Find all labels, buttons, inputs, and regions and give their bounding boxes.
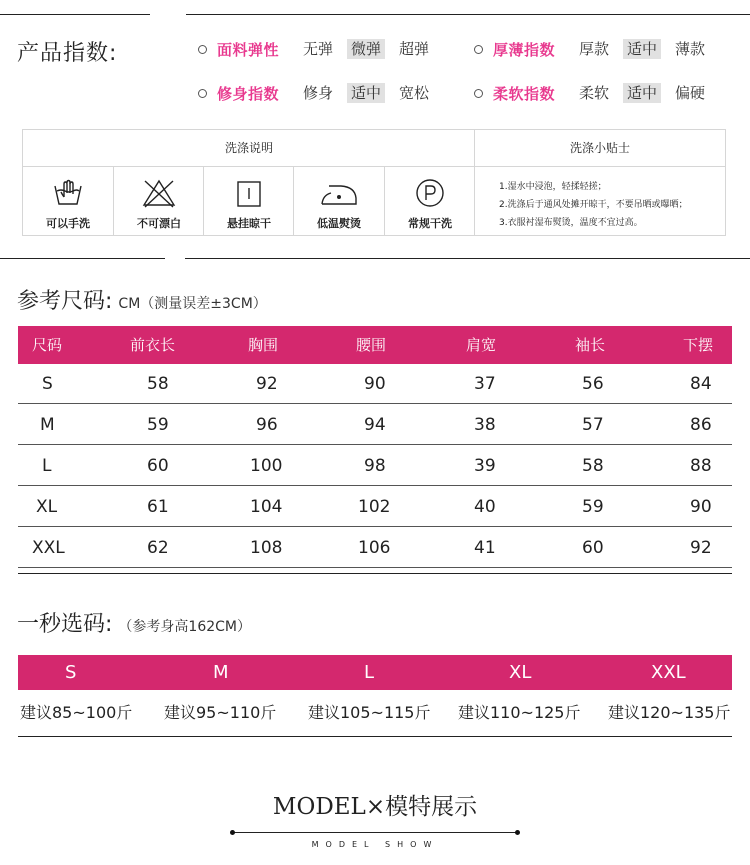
quick-pick-advice: 建议110~125斤 [458, 703, 581, 722]
dry-clean-icon [414, 177, 446, 209]
low-iron-icon [319, 177, 359, 209]
model-show-subtitle: MODEL SHOW [311, 840, 439, 849]
quick-pick-advice: 建议120~135斤 [608, 703, 731, 722]
size-cell: 62 [147, 538, 169, 558]
index-option: 修身 [303, 84, 334, 102]
index-option-selected: 适中 [623, 39, 661, 59]
size-cell: 96 [256, 415, 278, 435]
size-cell: 61 [147, 497, 169, 517]
index-option: 超弹 [399, 40, 430, 58]
size-header-cell: 尺码 [32, 336, 63, 354]
mid-rule-right [185, 258, 750, 259]
quick-pick-size: M [213, 662, 229, 683]
size-cell: 59 [582, 497, 604, 517]
size-chart-subtitle: CM（测量误差±3CM） [118, 296, 267, 312]
quick-pick-advice: 建议95~110斤 [164, 703, 277, 722]
wash-icon-label: 低温熨烫 [317, 217, 361, 230]
size-chart-heading: 参考尺码: [17, 289, 113, 314]
no-bleach-icon [141, 177, 177, 209]
quick-pick-size: S [65, 662, 77, 683]
size-cell: 94 [364, 415, 386, 435]
size-cell: 41 [474, 538, 496, 558]
index-option: 薄款 [675, 40, 706, 58]
quick-pick-size-bar [18, 655, 732, 690]
model-rule-dot-left [230, 830, 235, 835]
model-rule-dot-right [515, 830, 520, 835]
size-cell: 102 [358, 497, 391, 517]
quick-pick-size: XXL [651, 662, 686, 683]
size-cell: 92 [690, 538, 712, 558]
size-cell: S [42, 374, 53, 394]
wash-icon-label: 不可漂白 [137, 217, 181, 230]
size-cell: 84 [690, 374, 712, 394]
size-header-cell: 下摆 [683, 336, 714, 354]
hang-dry-icon [234, 177, 264, 209]
size-cell: 59 [147, 415, 169, 435]
quick-pick-advice: 建议105~115斤 [308, 703, 431, 722]
wash-table [22, 129, 726, 236]
wash-no-bleach [114, 167, 204, 236]
wash-icon-label: 悬挂晾干 [227, 217, 271, 230]
index-option-selected: 微弹 [347, 39, 385, 59]
index-label: 柔软指数 [493, 84, 556, 103]
size-cell: 98 [364, 456, 386, 476]
size-table-row [18, 487, 732, 527]
index-thickness [474, 38, 719, 60]
size-cell: XXL [32, 538, 65, 558]
model-rule [232, 832, 518, 833]
size-header-cell: 肩宽 [466, 336, 497, 354]
wash-icon-label: 常规干洗 [408, 217, 452, 230]
quick-pick-size: L [364, 662, 375, 683]
index-option: 宽松 [399, 84, 430, 102]
quick-pick-heading: 一秒选码: [17, 612, 113, 637]
quick-pick-subtitle: （参考身高162CM） [118, 619, 251, 635]
top-rule-left [0, 14, 150, 15]
size-cell: 57 [582, 415, 604, 435]
wash-hang-dry [204, 167, 294, 236]
size-cell: M [40, 415, 55, 435]
index-label: 厚薄指数 [493, 40, 556, 59]
wash-tip: 1.湿水中浸泡，轻揉轻搓； [499, 182, 607, 192]
size-header-cell: 前衣长 [130, 336, 176, 354]
size-cell: 38 [474, 415, 496, 435]
size-cell: 60 [147, 456, 169, 476]
size-chart-title [17, 284, 267, 315]
size-cell: L [42, 456, 52, 476]
size-cell: 39 [474, 456, 496, 476]
size-cell: 106 [358, 538, 391, 558]
size-table-header [18, 326, 732, 364]
quick-pick-advice: 建议85~100斤 [20, 703, 133, 722]
index-option: 无弹 [303, 40, 334, 58]
size-cell: 37 [474, 374, 496, 394]
model-show-title: MODEL×模特展示 [272, 794, 478, 820]
index-option-selected: 适中 [347, 83, 385, 103]
size-cell: 90 [690, 497, 712, 517]
quick-pick-title [17, 607, 251, 638]
wash-tip: 2.洗涤后于通风处摊开晾干，不要吊晒或曝晒； [499, 200, 688, 210]
quick-pick-bottom-rule [18, 736, 732, 737]
mid-rule-left [0, 258, 165, 259]
top-rule-right [186, 14, 750, 15]
bullet-icon [474, 45, 483, 54]
wash-hand-wash [23, 167, 113, 236]
size-cell: 58 [582, 456, 604, 476]
index-label: 修身指数 [217, 84, 280, 103]
quick-pick-advice-row [18, 693, 732, 733]
wash-tips-title: 洗涤小贴士 [569, 141, 630, 155]
index-option: 偏硬 [675, 84, 706, 102]
size-cell: 88 [690, 456, 712, 476]
size-header-cell: 胸围 [248, 336, 279, 354]
wash-tips [499, 178, 688, 232]
size-cell: 86 [690, 415, 712, 435]
size-table-row [18, 528, 732, 568]
size-table-bottom-rule [18, 573, 732, 574]
size-header-cell: 袖长 [575, 336, 606, 354]
index-option: 柔软 [579, 84, 610, 102]
index-fabric-elasticity [198, 38, 443, 60]
index-option-selected: 适中 [623, 83, 661, 103]
size-cell: 100 [250, 456, 283, 476]
size-table-row [18, 364, 732, 404]
quick-pick-size: XL [509, 662, 532, 683]
wash-instructions-title: 洗涤说明 [224, 141, 273, 155]
size-cell: 60 [582, 538, 604, 558]
size-cell: 104 [250, 497, 283, 517]
wash-icon-label: 可以手洗 [46, 217, 90, 230]
size-cell: 58 [147, 374, 169, 394]
size-cell: 92 [256, 374, 278, 394]
index-fit [198, 82, 443, 104]
wash-dry-clean [385, 167, 475, 236]
size-cell: 108 [250, 538, 283, 558]
index-option: 厚款 [579, 40, 610, 58]
size-cell: 40 [474, 497, 496, 517]
wash-low-iron [294, 167, 384, 236]
size-cell: 56 [582, 374, 604, 394]
wash-tip: 3.衣服衬湿布熨烫，温度不宜过高。 [499, 218, 643, 228]
hand-wash-icon [52, 177, 84, 209]
size-header-cell: 腰围 [356, 336, 387, 354]
index-softness [474, 82, 719, 104]
size-table-row [18, 405, 732, 445]
bullet-icon [474, 89, 483, 98]
size-table-row [18, 446, 732, 486]
bullet-icon [198, 45, 207, 54]
size-cell: 90 [364, 374, 386, 394]
bullet-icon [198, 89, 207, 98]
index-label: 面料弹性 [217, 40, 280, 59]
product-index-heading: 产品指数: [17, 41, 118, 66]
size-cell: XL [36, 497, 58, 517]
